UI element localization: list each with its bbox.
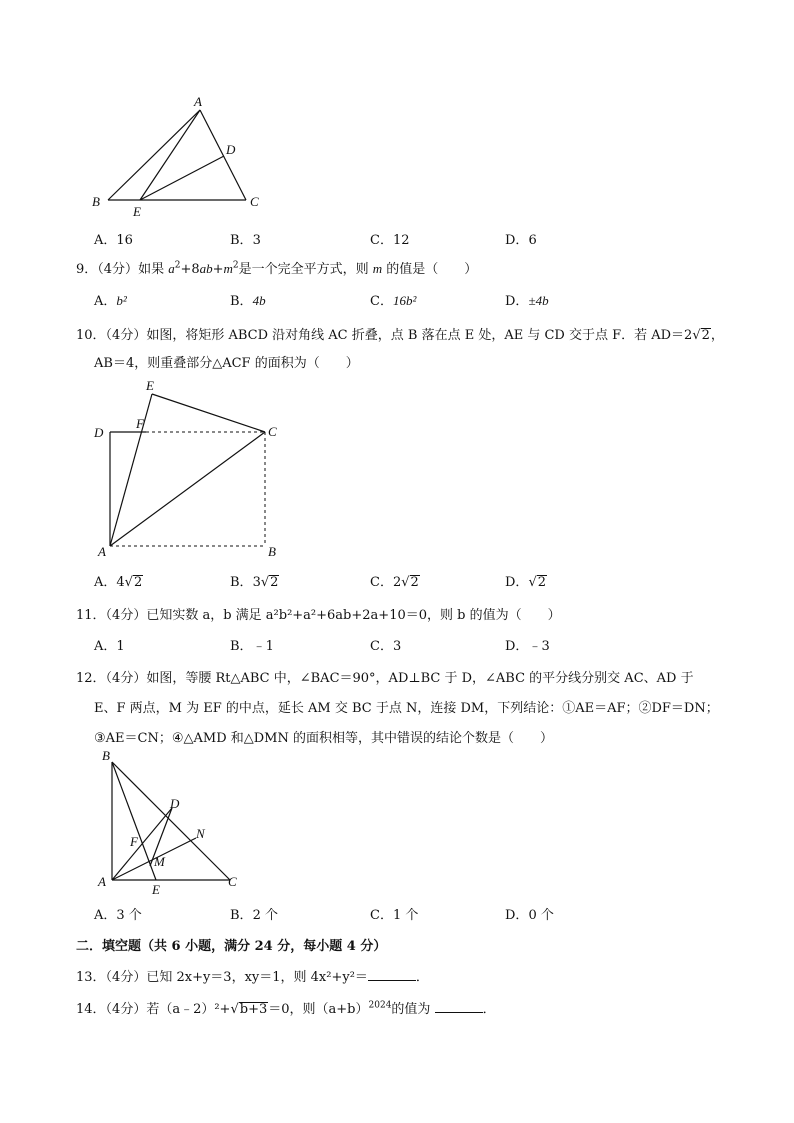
q10-option-d[interactable]: D．√2 <box>505 575 547 590</box>
q10-label-B: B <box>268 544 276 559</box>
q12-figure <box>92 746 252 896</box>
q10-option-b[interactable]: B．3√2 <box>230 575 279 590</box>
q13-answer-blank[interactable] <box>368 968 416 981</box>
q12-stem-line1: 12．（4分）如图，等腰 Rt△ABC 中，∠BAC＝90°，AD⊥BC 于 D，∠ABC 的平分线分别交 AC、AD 于 <box>76 671 694 686</box>
q10-label-C: C <box>268 424 277 439</box>
q9-option-a[interactable]: A．b² <box>94 293 127 309</box>
q10-label-A: A <box>98 544 106 559</box>
q10-stem-line2: AB＝4，则重叠部分△ACF 的面积为（ ） <box>94 356 359 371</box>
q12-option-b[interactable]: B．2 个 <box>230 908 278 923</box>
q10-stem-line1: 10．（4分）如图，将矩形 ABCD 沿对角线 AC 折叠，点 B 落在点 E 处，AE 与 CD 交于点 F．若 AD＝2√2， <box>76 328 724 343</box>
q12-label-N: N <box>196 826 205 841</box>
q12-option-d[interactable]: D．0 个 <box>505 908 554 923</box>
q10-label-E: E <box>146 380 154 393</box>
q11-stem: 11．（4分）已知实数 a，b 满足 a²b²+a²+6ab+2a+10＝0，则 b 的值为（ ） <box>76 608 561 623</box>
q12-stem-line3: ③AE＝CN；④△AMD 和△DMN 的面积相等，其中错误的结论个数是（ ） <box>94 731 553 746</box>
section-heading: 二．填空题（共 6 小题，满分 24 分，每小题 4 分） <box>76 939 387 954</box>
q12-label-B: B <box>102 748 110 763</box>
q11-option-b[interactable]: B．﹣1 <box>230 639 274 654</box>
q12-label-A: A <box>98 874 106 889</box>
q8-option-d[interactable]: D．6 <box>505 233 537 248</box>
q9-option-c[interactable]: C．16b² <box>370 293 417 309</box>
q11-option-c[interactable]: C．3 <box>370 639 402 654</box>
q8-option-c[interactable]: C．12 <box>370 233 410 248</box>
q9-option-d[interactable]: D．±4b <box>505 293 549 309</box>
q11-option-a[interactable]: A．1 <box>94 639 125 654</box>
q13-stem: 13．（4分）已知 2x+y＝3，xy＝1，则 4x²+y²＝ ． <box>76 970 429 985</box>
q12-label-M: M <box>154 854 165 869</box>
q8-option-a[interactable]: A．16 <box>94 233 133 248</box>
q11-option-d[interactable]: D．﹣3 <box>505 639 550 654</box>
q8-figure <box>88 92 268 222</box>
q10-label-D: D <box>94 425 104 440</box>
q8-label-E: E <box>133 204 141 219</box>
q10-figure <box>90 380 290 560</box>
q8-label-A: A <box>194 94 202 109</box>
q14-stem: 14．（4分）若（a﹣2）²+√b+3＝0，则$(a+b)^{2024}$的值为 ． <box>76 1000 496 1017</box>
q9-option-b[interactable]: B．4b <box>230 293 266 309</box>
q12-label-D: D <box>170 796 180 811</box>
q10-option-c[interactable]: C．2√2 <box>370 575 419 590</box>
q12-label-E: E <box>152 882 160 896</box>
q9-stem: 9．（4分）如果 $a^2+8ab+m^2$是一个完全平方式，则 m 的值是（ ） <box>76 260 478 277</box>
q12-stem-line2: E、F 两点，M 为 EF 的中点，延长 AM 交 BC 于点 N，连接 DM，下列结论：①AE＝AF；②DF＝DN； <box>94 701 719 716</box>
q8-label-D: D <box>226 142 236 157</box>
q12-label-F: F <box>130 834 138 849</box>
q10-label-F: F <box>136 416 144 431</box>
q14-answer-blank[interactable] <box>435 1000 483 1013</box>
q12-label-C: C <box>228 874 237 889</box>
q12-option-a[interactable]: A．3 个 <box>94 908 142 923</box>
q10-option-a[interactable]: A．4√2 <box>94 575 143 590</box>
q8-option-b[interactable]: B．3 <box>230 233 261 248</box>
q8-label-C: C <box>250 194 259 209</box>
q12-option-c[interactable]: C．1 个 <box>370 908 419 923</box>
q8-label-B: B <box>92 194 100 209</box>
